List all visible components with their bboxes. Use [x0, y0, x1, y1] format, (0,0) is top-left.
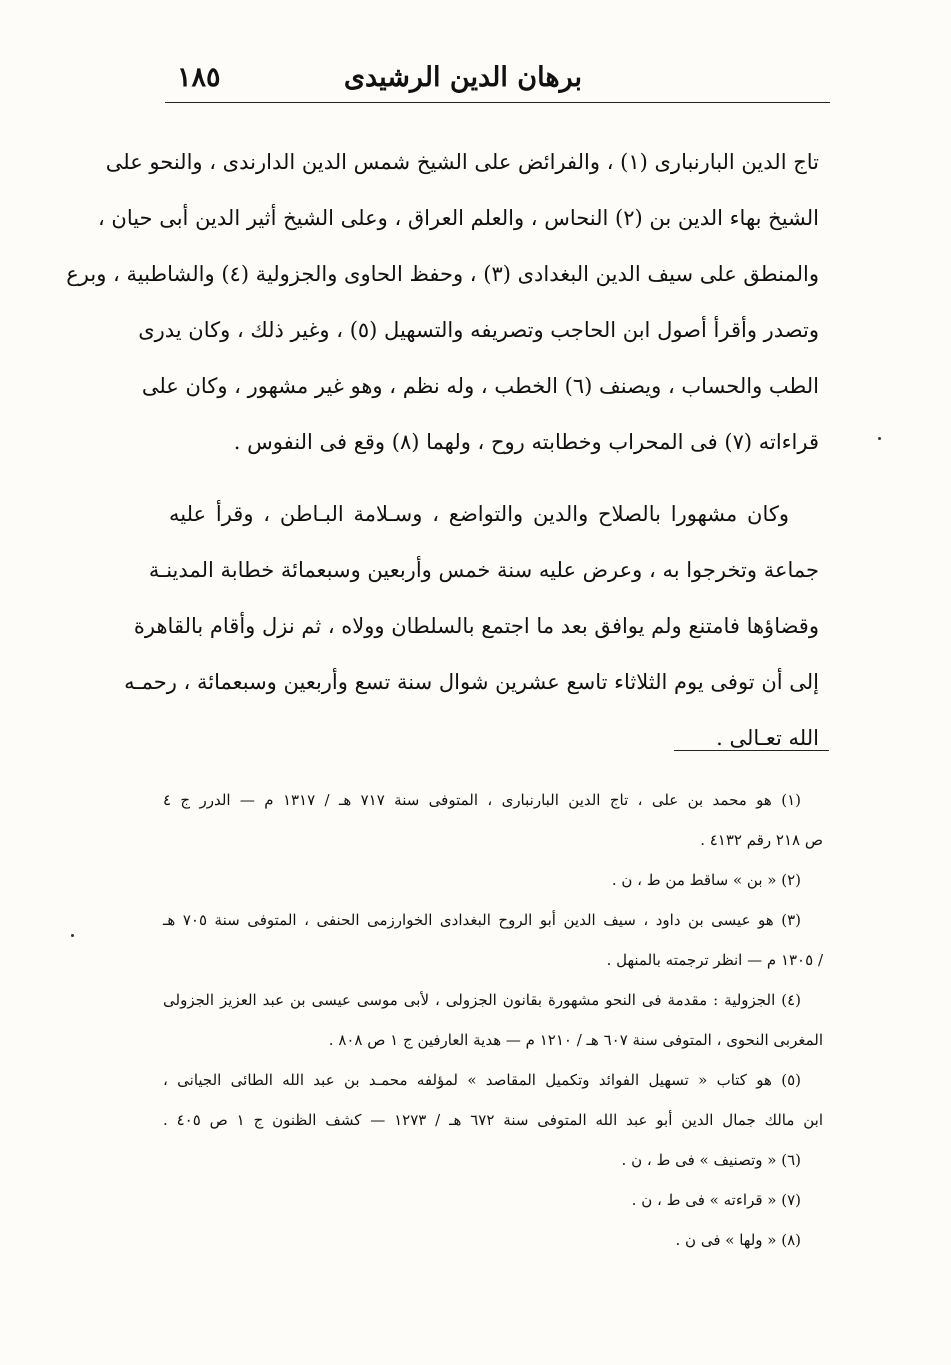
text-line: الطب والحساب ، ويصنف (٦) الخطب ، وله نظم ، وهو غير مشهور ، وكان على — [141, 374, 819, 398]
scan-speck — [71, 934, 74, 937]
running-header — [165, 58, 830, 103]
footnote-line: المغربى النحوى ، المتوفى سنة ٦٠٧ هـ / ١٢١٠ م — هدية العارفين ج ١ ص ٨٠٨ . — [328, 1031, 823, 1049]
text-line: جماعة وتخرجوا به ، وعرض عليه سنة خمس وأربعين وسبعمائة خطابة المدينـة — [148, 558, 819, 582]
text-line: والمنطق على سيف الدين البغدادى (٣) ، وحفظ الحاوى والجزولية (٤) والشاطبية ، وبرع — [66, 262, 819, 286]
text-line: الله تعـالى . — [716, 726, 819, 750]
text-line: وتصدر وأقرأ أصول ابن الحاجب وتصريفه والتسهيل (٥) ، وغير ذلك ، وكان يدرى — [138, 318, 819, 342]
footnote-line: (٢) « بن » ساقط من ط ، ن . — [611, 871, 801, 889]
text-line: تاج الدين البارنبارى (١) ، والفرائض على الشيخ شمس الدين الدارندى ، والنحو على — [105, 150, 819, 174]
scan-speck — [878, 437, 881, 440]
footnote-line: (٣) هو عيسى بن داود ، سيف الدين أبو الروح البغدادى الخوارزمى الحنفى ، المتوفى سنة ٧٠٥ هـ — [163, 911, 802, 929]
footnote-line: (٦) « وتصنيف » فى ط ، ن . — [621, 1151, 801, 1169]
footnote-line: ابن مالك جمال الدين أبو عبد الله المتوفى سنة ٦٧٢ هـ / ١٢٧٣ — كشف الظنون ج ١ ص ٤٠٥ . — [163, 1111, 824, 1129]
page-number: ١٨٥ — [177, 62, 221, 93]
text-line: وقضاؤها فامتنع ولم يوافق بعد ما اجتمع بالسلطان وولاه ، ثم نزل وأقام بالقاهرة — [133, 614, 819, 638]
text-line: قراءاته (٧) فى المحراب وخطابته روح ، ولهما (٨) وقع فى النفوس . — [233, 430, 819, 454]
footnote-line: (١) هو محمد بن على ، تاج الدين البارنبارى ، المتوفى سنة ٧١٧ هـ / ١٣١٧ م — الدرر ج ٤ — [163, 791, 801, 809]
footnotes — [163, 780, 823, 1260]
footnote-line: (٤) الجزولية : مقدمة فى النحو مشهورة بقانون الجزولى ، لأبى موسى عيسى بن عبد العزيز الجزولى — [163, 991, 801, 1009]
text-line: الشيخ بهاء الدين بن (٢) النحاس ، والعلم العراق ، وعلى الشيخ أثير الدين أبى حيان ، — [97, 206, 819, 230]
running-title: برهان الدين الرشيدى — [343, 62, 582, 93]
footnote-line: / ١٣٠٥ م — انظر ترجمته بالمنهل . — [606, 951, 823, 969]
footnote-divider — [674, 750, 829, 751]
main-text — [66, 134, 819, 766]
footnote-line: (٨) « ولها » فى ن . — [675, 1231, 801, 1249]
text-line: وكان مشهورا بالصلاح والدين والتواضع ، وسـلامة البـاطن ، وقرأ عليه — [169, 502, 789, 526]
footnote-line: (٥) هو كتاب « تسهيل الفوائد وتكميل المقاصد » لمؤلفه محمـد بن عبد الله الطائى الجيانى ، — [163, 1071, 801, 1089]
footnote-line: ص ٢١٨ رقم ٤١٣٢ . — [700, 831, 823, 849]
text-line: إلى أن توفى يوم الثلاثاء تاسع عشرين شوال سنة تسع وأربعين وسبعمائة ، رحمـه — [124, 670, 819, 694]
footnote-line: (٧) « قراءته » فى ط ، ن . — [631, 1191, 801, 1209]
